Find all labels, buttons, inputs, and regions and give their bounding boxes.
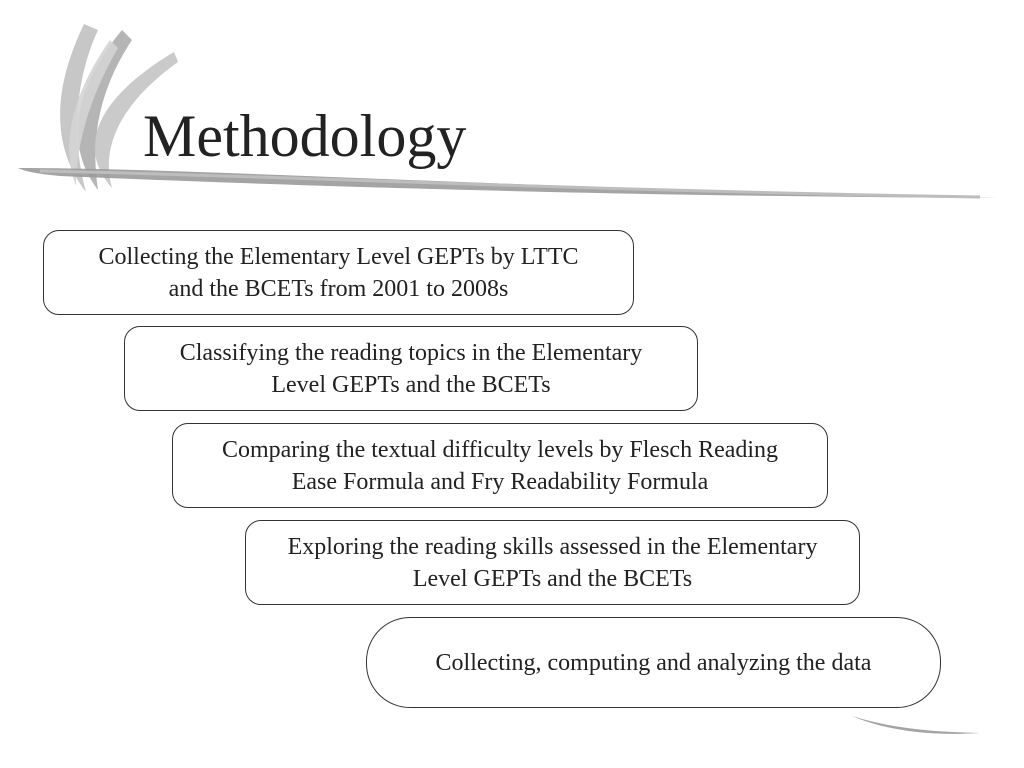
step-5-line-1: Collecting, computing and analyzing the data <box>435 649 872 676</box>
step-1-line-1: Collecting the Elementary Level GEPTs by LTTC <box>98 243 579 270</box>
methodology-step-5 <box>366 617 941 708</box>
step-2-line-1: Classifying the reading topics in the Elementary <box>179 339 643 366</box>
methodology-step-3 <box>172 423 828 508</box>
step-3-line-1: Comparing the textual difficulty levels by Flesch Reading <box>221 436 779 463</box>
step-2-line-2: Level GEPTs and the BCETs <box>271 371 551 398</box>
step-4-line-1: Exploring the reading skills assessed in the Elementary <box>287 533 818 560</box>
swoosh-title-underline-highlight <box>40 171 980 197</box>
slide-title: Methodology <box>143 103 467 169</box>
step-4-line-2: Level GEPTs and the BCETs <box>412 565 693 592</box>
methodology-step-4 <box>245 520 860 605</box>
methodology-step-2 <box>124 326 698 411</box>
step-3-line-2: Ease Formula and Fry Readability Formula <box>291 468 709 495</box>
step-1-line-2: and the BCETs from 2001 to 2008s <box>168 275 509 302</box>
methodology-step-1 <box>43 230 634 315</box>
swoosh-bottom-right <box>852 716 980 734</box>
